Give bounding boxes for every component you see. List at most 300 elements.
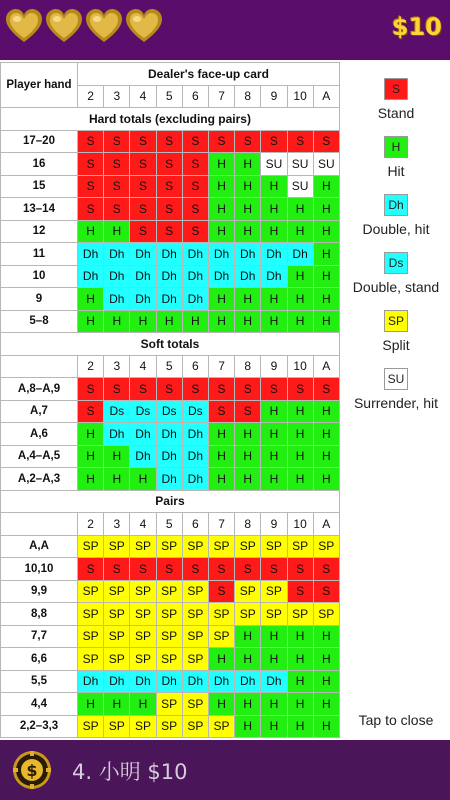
legend-label: Split [382, 337, 410, 353]
legend-item [342, 78, 450, 121]
action-cell: S [156, 558, 182, 581]
player-hand-cell: A,2–A,3 [1, 468, 78, 491]
action-cell: S [130, 130, 156, 153]
action-cell: S [287, 580, 313, 603]
action-cell: SP [182, 715, 208, 738]
action-cell: Dh [104, 243, 130, 266]
strategy-row [1, 603, 340, 626]
legend-swatch: H [384, 136, 408, 158]
action-cell: S [130, 220, 156, 243]
action-cell: H [261, 175, 287, 198]
action-cell: H [208, 288, 234, 311]
bottom-bar [0, 740, 450, 800]
strategy-row [1, 198, 340, 221]
action-cell: S [104, 198, 130, 221]
legend-swatch: SU [384, 368, 408, 390]
action-cell: SP [235, 603, 261, 626]
action-cell: H [208, 220, 234, 243]
action-cell: H [182, 310, 208, 333]
action-cell: H [235, 648, 261, 671]
action-cell: Dh [235, 243, 261, 266]
action-cell: Dh [130, 265, 156, 288]
action-cell: S [78, 198, 104, 221]
action-cell: SP [208, 535, 234, 558]
action-cell: S [78, 130, 104, 153]
strategy-row [1, 243, 340, 266]
player-hand-cell: 9,9 [1, 580, 78, 603]
action-cell: H [313, 243, 339, 266]
section-title: Soft totals [1, 333, 340, 356]
action-cell: H [235, 175, 261, 198]
action-cell: H [287, 445, 313, 468]
action-cell: SP [182, 535, 208, 558]
action-cell: Dh [156, 288, 182, 311]
action-cell: S [235, 378, 261, 401]
action-cell: H [313, 468, 339, 491]
action-cell: Dh [261, 243, 287, 266]
action-cell: H [287, 468, 313, 491]
action-cell: H [287, 670, 313, 693]
action-cell: SU [313, 153, 339, 176]
action-cell: SP [156, 648, 182, 671]
action-cell: H [78, 423, 104, 446]
action-cell: Dh [130, 445, 156, 468]
action-cell: H [235, 153, 261, 176]
action-cell: S [208, 400, 234, 423]
action-cell: SP [130, 603, 156, 626]
action-cell: H [235, 468, 261, 491]
action-cell: Dh [104, 265, 130, 288]
dealer-card-cell: 3 [104, 85, 130, 108]
dealer-card-cell: 5 [156, 355, 182, 378]
action-cell: SP [104, 580, 130, 603]
action-cell: S [208, 580, 234, 603]
player-hand-cell: 12 [1, 220, 78, 243]
action-cell: S [130, 558, 156, 581]
action-cell: Dh [182, 423, 208, 446]
action-cell: SP [130, 535, 156, 558]
strategy-row [1, 558, 340, 581]
action-cell: SP [130, 580, 156, 603]
dealer-card-row [1, 513, 340, 536]
action-cell: SP [130, 715, 156, 738]
action-cell: S [156, 153, 182, 176]
action-cell: S [78, 558, 104, 581]
action-cell: H [287, 648, 313, 671]
action-cell: Dh [104, 288, 130, 311]
dealer-card-cell: 7 [208, 85, 234, 108]
strategy-row [1, 715, 340, 738]
action-cell: H [104, 468, 130, 491]
dealer-card-cell: 7 [208, 513, 234, 536]
strategy-row [1, 400, 340, 423]
action-cell: H [313, 715, 339, 738]
action-cell: H [130, 310, 156, 333]
action-cell: SP [287, 535, 313, 558]
strategy-row [1, 535, 340, 558]
dealer-card-cell: 2 [78, 355, 104, 378]
strategy-row [1, 378, 340, 401]
action-cell: Dh [261, 265, 287, 288]
action-cell: Dh [104, 670, 130, 693]
action-cell: Dh [156, 670, 182, 693]
dealer-card-cell: 5 [156, 513, 182, 536]
dealer-card-cell: 9 [261, 355, 287, 378]
dealer-card-cell: 2 [78, 513, 104, 536]
action-cell: H [313, 670, 339, 693]
dealer-card-cell: A [313, 85, 339, 108]
action-cell: S [208, 378, 234, 401]
dealer-card-cell: 6 [182, 513, 208, 536]
action-cell: SP [182, 625, 208, 648]
action-cell: H [261, 310, 287, 333]
action-cell: Dh [156, 423, 182, 446]
action-cell: SP [156, 625, 182, 648]
action-cell: H [287, 288, 313, 311]
action-cell: S [104, 130, 130, 153]
action-cell: S [78, 400, 104, 423]
legend-label: Hit [387, 163, 405, 179]
action-cell: H [235, 198, 261, 221]
heart-icon [84, 7, 124, 47]
strategy-row [1, 130, 340, 153]
dealer-card-cell: 4 [130, 513, 156, 536]
action-cell: SP [78, 535, 104, 558]
strategy-row [1, 288, 340, 311]
player-hand-cell: 13–14 [1, 198, 78, 221]
action-cell: Dh [287, 243, 313, 266]
strategy-row [1, 648, 340, 671]
dealer-card-cell: 9 [261, 513, 287, 536]
section-title: Hard totals (excluding pairs) [1, 108, 340, 131]
action-cell: S [130, 378, 156, 401]
action-cell: H [313, 175, 339, 198]
action-cell: SP [182, 693, 208, 716]
action-cell: Dh [156, 243, 182, 266]
strategy-row [1, 423, 340, 446]
action-cell: S [261, 378, 287, 401]
heart-icon [4, 7, 44, 47]
action-cell: S [78, 175, 104, 198]
section-title-row [1, 490, 340, 513]
action-cell: SP [208, 625, 234, 648]
action-cell: SU [287, 175, 313, 198]
action-cell: H [78, 220, 104, 243]
legend-label: Double, stand [352, 279, 440, 295]
action-cell: H [313, 693, 339, 716]
action-cell: SP [208, 603, 234, 626]
player-hand-cell: 15 [1, 175, 78, 198]
action-cell: H [287, 625, 313, 648]
action-cell: SP [104, 715, 130, 738]
legend-item [342, 194, 450, 237]
action-cell: S [130, 175, 156, 198]
action-cell: S [208, 558, 234, 581]
action-cell: H [208, 693, 234, 716]
action-cell: Dh [104, 423, 130, 446]
action-cell: SP [313, 603, 339, 626]
dealer-card-cell: 8 [235, 355, 261, 378]
action-cell: H [208, 468, 234, 491]
action-cell: Dh [78, 265, 104, 288]
player-hand-cell: 5–8 [1, 310, 78, 333]
action-cell: S [156, 198, 182, 221]
action-cell: SP [78, 603, 104, 626]
legend-item [342, 310, 450, 353]
action-cell: SP [313, 535, 339, 558]
player-hand-header: Player hand [1, 63, 78, 108]
action-cell: S [182, 220, 208, 243]
dealer-card-cell: 3 [104, 355, 130, 378]
action-cell: Dh [78, 670, 104, 693]
strategy-row [1, 175, 340, 198]
action-cell: Dh [156, 445, 182, 468]
action-cell: SP [235, 580, 261, 603]
dollar-coin-icon [12, 750, 52, 790]
action-cell: Dh [130, 243, 156, 266]
player-hand-cell: 10,10 [1, 558, 78, 581]
action-cell: H [104, 220, 130, 243]
legend-swatch: S [384, 78, 408, 100]
action-cell: H [208, 310, 234, 333]
action-cell: Dh [182, 468, 208, 491]
action-cell: S [313, 130, 339, 153]
player-hand-cell: 2,2–3,3 [1, 715, 78, 738]
player-hand-cell: 10 [1, 265, 78, 288]
dealer-card-cell: 4 [130, 85, 156, 108]
action-cell: SP [156, 693, 182, 716]
blank-cell [1, 513, 78, 536]
action-cell: H [130, 693, 156, 716]
strategy-row [1, 445, 340, 468]
legend [342, 62, 450, 740]
action-cell: H [208, 648, 234, 671]
action-cell: H [261, 423, 287, 446]
player-hand-cell: 4,4 [1, 693, 78, 716]
action-cell: SP [156, 715, 182, 738]
dealer-card-cell: 6 [182, 85, 208, 108]
tap-to-close-button[interactable]: Tap to close [358, 712, 434, 728]
action-cell: S [287, 130, 313, 153]
action-cell: SP [208, 715, 234, 738]
action-cell: SP [78, 715, 104, 738]
action-cell: H [261, 220, 287, 243]
action-cell: Dh [182, 670, 208, 693]
action-cell: SP [78, 580, 104, 603]
action-cell: SP [104, 625, 130, 648]
strategy-chart [0, 62, 339, 738]
section-title-row [1, 108, 340, 131]
action-cell: H [235, 625, 261, 648]
action-cell: S [78, 378, 104, 401]
action-cell: SU [261, 153, 287, 176]
action-cell: SP [261, 535, 287, 558]
legend-swatch: Ds [384, 252, 408, 274]
section-title-row [1, 333, 340, 356]
action-cell: H [287, 423, 313, 446]
action-cell: S [156, 175, 182, 198]
blank-cell [1, 355, 78, 378]
action-cell: S [78, 153, 104, 176]
action-cell: H [208, 175, 234, 198]
action-cell: S [287, 558, 313, 581]
action-cell: S [104, 558, 130, 581]
action-cell: H [235, 693, 261, 716]
dealer-header: Dealer's face-up card [78, 63, 340, 86]
action-cell: H [313, 423, 339, 446]
action-cell: H [261, 288, 287, 311]
section-title: Pairs [1, 490, 340, 513]
action-cell: H [287, 198, 313, 221]
action-cell: S [156, 130, 182, 153]
strategy-row [1, 310, 340, 333]
action-cell: SP [156, 535, 182, 558]
action-cell: Dh [261, 670, 287, 693]
action-cell: S [235, 558, 261, 581]
action-cell: H [78, 310, 104, 333]
action-cell: H [78, 693, 104, 716]
player-hand-cell: 9 [1, 288, 78, 311]
action-cell: H [261, 648, 287, 671]
action-cell: H [78, 288, 104, 311]
dealer-card-cell: 10 [287, 513, 313, 536]
action-cell: Dh [208, 670, 234, 693]
action-cell: SP [287, 603, 313, 626]
player-hand-cell: A,8–A,9 [1, 378, 78, 401]
dealer-card-cell: 8 [235, 85, 261, 108]
action-cell: Dh [182, 265, 208, 288]
player-name-balance: 4. 小明 $10 [72, 760, 188, 784]
action-cell: H [208, 198, 234, 221]
dealer-card-cell: 9 [261, 85, 287, 108]
dealer-card-cell: 4 [130, 355, 156, 378]
strategy-row [1, 265, 340, 288]
player-hand-cell: 16 [1, 153, 78, 176]
action-cell: S [104, 175, 130, 198]
strategy-row [1, 693, 340, 716]
action-cell: S [313, 558, 339, 581]
strategy-row [1, 220, 340, 243]
action-cell: H [287, 310, 313, 333]
action-cell: SP [104, 535, 130, 558]
strategy-row [1, 468, 340, 491]
action-cell: H [261, 693, 287, 716]
action-cell: H [235, 288, 261, 311]
action-cell: H [208, 445, 234, 468]
action-cell: Dh [130, 670, 156, 693]
action-cell: SP [182, 648, 208, 671]
action-cell: SP [156, 580, 182, 603]
strategy-row [1, 153, 340, 176]
action-cell: Ds [130, 400, 156, 423]
dealer-card-cell: A [313, 355, 339, 378]
action-cell: H [156, 310, 182, 333]
action-cell: S [235, 130, 261, 153]
player-hand-cell: A,6 [1, 423, 78, 446]
action-cell: H [313, 265, 339, 288]
action-cell: S [313, 378, 339, 401]
action-cell: Dh [208, 265, 234, 288]
action-cell: SP [78, 625, 104, 648]
player-hand-cell: A,7 [1, 400, 78, 423]
action-cell: S [182, 175, 208, 198]
legend-label: Double, hit [362, 221, 430, 237]
action-cell: H [78, 445, 104, 468]
heart-icon [44, 7, 84, 47]
action-cell: H [235, 310, 261, 333]
action-cell: S [130, 153, 156, 176]
action-cell: SP [261, 580, 287, 603]
action-cell: S [130, 198, 156, 221]
action-cell: Dh [156, 468, 182, 491]
action-cell: Dh [78, 243, 104, 266]
dealer-card-row [1, 355, 340, 378]
action-cell: SU [287, 153, 313, 176]
player-hand-cell: 6,6 [1, 648, 78, 671]
action-cell: S [156, 378, 182, 401]
action-cell: SP [182, 603, 208, 626]
player-hand-cell: 5,5 [1, 670, 78, 693]
action-cell: H [104, 310, 130, 333]
action-cell: H [235, 445, 261, 468]
legend-label: Stand [377, 105, 415, 121]
action-cell: Ds [156, 400, 182, 423]
action-cell: Dh [182, 243, 208, 266]
action-cell: H [313, 648, 339, 671]
action-cell: SP [261, 603, 287, 626]
action-cell: H [104, 693, 130, 716]
action-cell: S [182, 378, 208, 401]
action-cell: H [287, 715, 313, 738]
action-cell: SP [130, 648, 156, 671]
action-cell: S [235, 400, 261, 423]
action-cell: H [261, 715, 287, 738]
action-cell: S [182, 130, 208, 153]
player-hand-cell: 7,7 [1, 625, 78, 648]
legend-swatch: SP [384, 310, 408, 332]
action-cell: Dh [130, 288, 156, 311]
action-cell: Dh [235, 265, 261, 288]
action-cell: H [287, 265, 313, 288]
action-cell: S [104, 378, 130, 401]
action-cell: Dh [156, 265, 182, 288]
strategy-table [0, 62, 340, 738]
action-cell: Dh [182, 445, 208, 468]
action-cell: H [313, 220, 339, 243]
action-cell: S [261, 558, 287, 581]
strategy-row [1, 580, 340, 603]
action-cell: H [287, 220, 313, 243]
action-cell: H [208, 153, 234, 176]
header-row [1, 63, 340, 86]
action-cell: S [182, 153, 208, 176]
action-cell: S [156, 220, 182, 243]
legend-item [342, 252, 450, 295]
action-cell: SP [78, 648, 104, 671]
balance-label: $10 [391, 13, 442, 41]
action-cell: SP [104, 603, 130, 626]
action-cell: S [104, 153, 130, 176]
dealer-card-cell: 5 [156, 85, 182, 108]
action-cell: Ds [104, 400, 130, 423]
action-cell: H [313, 625, 339, 648]
action-cell: H [287, 693, 313, 716]
action-cell: S [287, 378, 313, 401]
dealer-card-cell: 6 [182, 355, 208, 378]
dealer-card-cell: 10 [287, 355, 313, 378]
legend-item [342, 136, 450, 179]
action-cell: H [313, 288, 339, 311]
